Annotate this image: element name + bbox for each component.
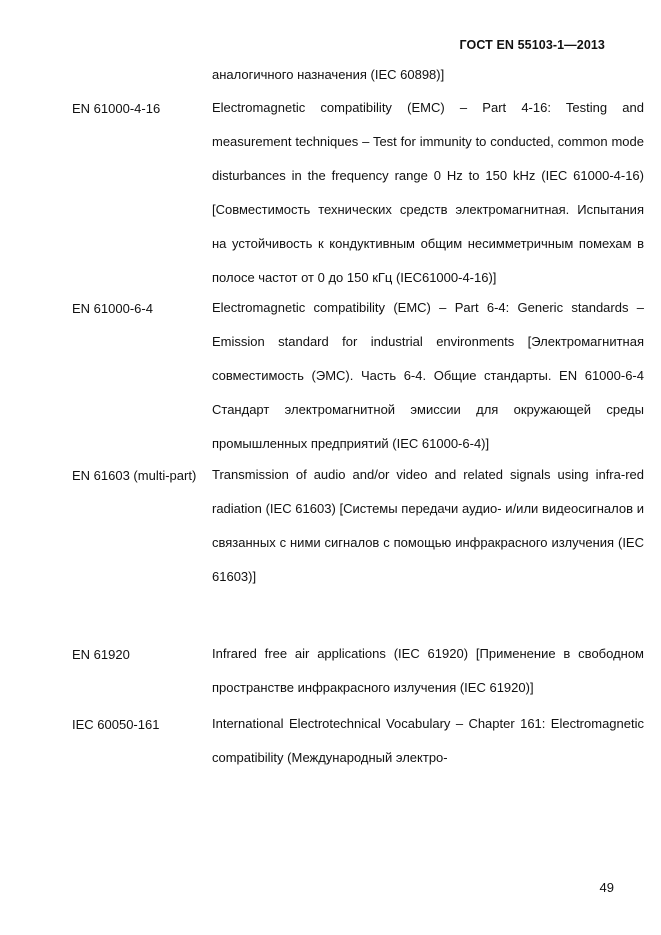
standard-code: EN 61920 — [72, 647, 130, 662]
standard-code: EN 61000-6-4 — [72, 301, 153, 316]
reference-entry — [72, 467, 644, 594]
standard-description: International Electrotechnical Vocabulary – Chapter 161: Electromagnetic compatibility (Международный электро- — [212, 716, 644, 765]
standard-code: EN 61603 (multi-part) — [72, 468, 197, 483]
document-header: ГОСТ EN 55103-1—2013 — [459, 38, 605, 52]
reference-entry — [72, 716, 644, 775]
standard-code: EN 61000-4-16 — [72, 101, 161, 116]
reference-entry — [72, 300, 644, 461]
references-list — [72, 66, 644, 775]
standard-description: Infrared free air applications (IEC 61920) [Применение в свободном пространстве инфракрасного излучения (IEC 61920)] — [212, 646, 644, 695]
standard-code: IEC 60050-161 — [72, 717, 160, 732]
standard-description: Electromagnetic compatibility (EMC) – Part 6-4: Generic standards – Emission standard for industrial environments [Электромагнитная совместимость (ЭМС). Часть 6-4. Общие стандарты. EN 61000-6-4 Стандарт электромагнитной эмиссии для окружающей среды промышленных предприятий (IEC 61000-6-4)] — [212, 300, 644, 451]
standard-description: Transmission of audio and/or video and related signals using infra-red radiation (IEC 61603) [Системы передачи аудио- и/или видеосигналов и связанных с ними сигналов с помощью инфракрасного излучения (IEC 61603)] — [212, 467, 644, 584]
continuation-text: аналогичного назначения (IEC 60898)] — [212, 67, 445, 82]
reference-entry — [72, 646, 644, 705]
continuation-entry — [72, 66, 644, 92]
reference-entry — [72, 100, 644, 295]
standard-description: Electromagnetic compatibility (EMC) – Part 4-16: Testing and measurement techniques – Test for immunity to conducted, common mode disturbances in the frequency range 0 Hz to 150 kHz (IEC 61000-4-16) [Совместимость технических средств электромагнитная. Испытания на устойчивость к кондуктивным общим несимметричным помехам в полосе частот от 0 до 150 кГц (IEC61000-4-16)] — [212, 100, 644, 285]
page-number: 49 — [599, 880, 614, 895]
